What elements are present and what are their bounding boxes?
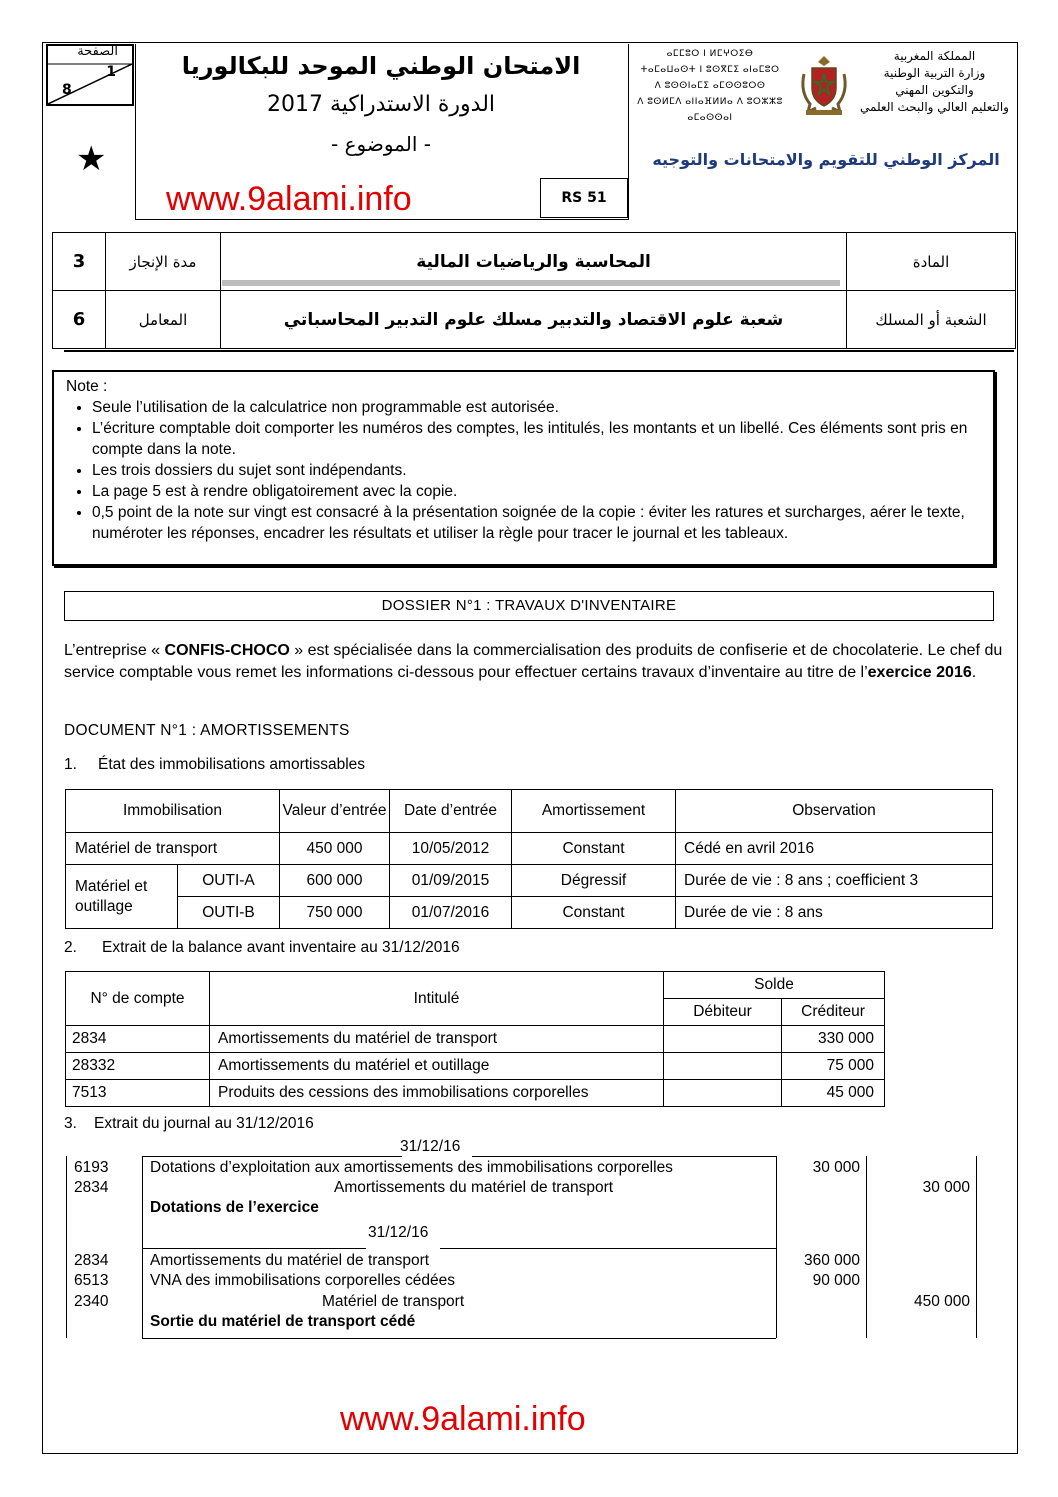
account-number: 7513 <box>66 1080 210 1107</box>
note-item: • 0,5 point de la note sur vingt est consacré à la présentation soignée de la copie : éviter les ratures et surcharges, aérer le texte, numéroter les réponses, encadrer les résultats et utiliser la règle pour tracer le journal et les tableaux. <box>92 502 981 544</box>
col-header: Date d’entrée <box>390 790 512 833</box>
section-1-heading <box>64 756 365 774</box>
journal-debit: 90 000 <box>812 1272 860 1289</box>
journal-account: 2834 <box>74 1252 109 1269</box>
page-total: 8 <box>62 82 72 98</box>
account-label: Amortissements du matériel de transport <box>210 1026 664 1053</box>
journal-debit: 30 000 <box>812 1159 860 1176</box>
credit-amount: 75 000 <box>782 1053 885 1080</box>
exam-center-name: المركز الوطني للتقويم والامتحانات والتوجيه <box>652 150 1000 169</box>
tifinagh-line: ⴷ ⵓⵙⵍⵎⴷ ⴰⵏⵏⴰⴼⵍⵍⴰ ⴷ ⵓⵔⵣⵣⵓ ⴰⵎⴰⵙⵙⴰⵏ <box>637 97 783 123</box>
journal-account: 2834 <box>74 1179 109 1196</box>
section-title: État des immobilisations amortissables <box>98 756 366 773</box>
table-row <box>66 833 993 865</box>
subject-divider <box>222 280 840 286</box>
asset-date: 01/07/2016 <box>390 897 512 929</box>
note-item: • Seule l’utilisation de la calculatrice non programmable est autorisée. <box>92 397 981 418</box>
col-header: Valeur d’entrée <box>280 790 390 833</box>
ministry-line: والتعليم العالي والبحث العلمي <box>860 100 1009 114</box>
immobilisations-table <box>65 789 993 929</box>
journal-label: VNA des immobilisations corporelles cédées <box>150 1272 455 1289</box>
section-number: 1. <box>64 756 77 773</box>
account-label: Produits des cessions des immobilisations corporelles <box>210 1080 664 1107</box>
ministry-tifinagh <box>630 46 790 126</box>
asset-value: 750 000 <box>280 897 390 929</box>
col-header: Créditeur <box>782 999 885 1026</box>
note-item: • La page 5 est à rendre obligatoirement avec la copie. <box>92 481 981 502</box>
journal-rule <box>142 1156 143 1338</box>
table-row <box>66 1026 885 1053</box>
asset-method: Constant <box>512 833 676 865</box>
journal-date-rule <box>142 1248 366 1249</box>
duration-label: مدة الإنجاز <box>106 233 221 291</box>
col-header: N° de compte <box>66 972 210 1026</box>
table-row <box>66 865 993 897</box>
journal-label: Dotations d’exploitation aux amortissements des immobilisations corporelles <box>150 1159 673 1176</box>
journal-account: 6513 <box>74 1272 109 1289</box>
debit-amount <box>664 1053 782 1080</box>
journal-credit: 30 000 <box>922 1179 970 1196</box>
journal-rule <box>776 1156 777 1338</box>
table-row <box>66 1080 885 1107</box>
journal-account: 2340 <box>74 1293 109 1310</box>
col-header: Solde <box>664 972 885 999</box>
section-title: Extrait du journal au 31/12/2016 <box>94 1115 314 1132</box>
col-header: Immobilisation <box>66 790 280 833</box>
journal-label: Matériel de transport <box>322 1293 465 1310</box>
section-2-heading <box>64 939 460 957</box>
journal-rule <box>976 1156 977 1338</box>
note-title: Note : <box>66 378 108 395</box>
asset-group: Matériel et outillage <box>66 865 178 929</box>
journal-date-rule <box>142 1156 402 1157</box>
section-title: Extrait de la balance avant inventaire au 31/12/2016 <box>102 939 460 956</box>
tifinagh-line: ⴰⵎⵎⵓⵔ ⵏ ⵍⵎⵖⵔⵉⴱ <box>666 49 754 59</box>
asset-date: 10/05/2012 <box>390 833 512 865</box>
intro-text: L’entreprise « <box>64 642 165 659</box>
exam-code: RS 51 <box>540 178 628 218</box>
subject-name: المحاسبة والرياضيات المالية <box>221 233 847 291</box>
asset-sub-name: OUTI-A <box>178 865 280 897</box>
asset-value: 600 000 <box>280 865 390 897</box>
journal-close-rule <box>142 1338 776 1339</box>
asset-method: Dégressif <box>512 865 676 897</box>
exam-session: الدورة الاستدراكية 2017 <box>266 92 496 117</box>
asset-name: Matériel de transport <box>66 833 280 865</box>
account-number: 28332 <box>66 1053 210 1080</box>
subject-table <box>52 232 1016 349</box>
account-label: Amortissements du matériel et outillage <box>210 1053 664 1080</box>
ministry-arabic <box>852 48 1017 116</box>
coefficient-label: المعامل <box>106 291 221 349</box>
journal-label: Amortissements du matériel de transport <box>150 1252 430 1269</box>
journal-account: 6193 <box>74 1159 109 1176</box>
company-name: CONFIS-CHOCO <box>164 642 290 659</box>
journal-label: Amortissements du matériel de transport <box>334 1179 614 1196</box>
page-number: 1 <box>106 64 116 80</box>
tifinagh-line: ⵜⴰⵎⴰⵡⴰⵙⵜ ⵏ ⵓⵙⴳⵎⵉ ⴰⵏⴰⵎⵓⵔ <box>640 65 780 75</box>
page-number-box <box>46 44 134 106</box>
journal-rule <box>66 1156 67 1338</box>
balance-table <box>65 971 885 1107</box>
col-header: Intitulé <box>210 972 664 1026</box>
col-header: Amortissement <box>512 790 676 833</box>
journal-date-rule <box>472 1156 776 1157</box>
document-title: DOCUMENT N°1 : AMORTISSEMENTS <box>64 722 350 739</box>
journal-libelle: Dotations de l’exercice <box>150 1199 319 1216</box>
ministry-line: المملكة المغربية <box>893 49 976 63</box>
branch-name: شعبة علوم الاقتصاد والتدبير مسلك علوم التدبير المحاسباتي <box>221 291 847 349</box>
section-number: 2. <box>64 939 77 956</box>
intro-text: . <box>971 664 977 681</box>
ministry-line: وزارة التربية الوطنية <box>883 66 986 80</box>
intro-paragraph <box>64 640 1004 684</box>
coat-of-arms-icon <box>796 52 852 116</box>
journal-date: 31/12/16 <box>368 1224 429 1241</box>
journal-date: 31/12/16 <box>400 1138 461 1155</box>
page-label: الصفحة <box>77 44 118 59</box>
asset-observation: Cédé en avril 2016 <box>676 833 993 865</box>
note-item: • Les trois dossiers du sujet sont indépendants. <box>92 460 981 481</box>
coefficient-value: 6 <box>53 291 106 349</box>
journal-libelle: Sortie du matériel de transport cédé <box>150 1313 416 1330</box>
asset-observation: Durée de vie : 8 ans <box>676 897 993 929</box>
branch-label: الشعبة أو المسلك <box>847 291 1016 349</box>
note-item: • L’écriture comptable doit comporter les numéros des comptes, les intitulés, les montants et un libellé. Ces éléments sont pris en compte dans la note. <box>92 418 981 460</box>
credit-amount: 330 000 <box>782 1026 885 1053</box>
subject-label: المادة <box>847 233 1016 291</box>
exam-title: الامتحان الوطني الموحد للبكالوريا <box>181 52 581 80</box>
section-number: 3. <box>64 1115 77 1132</box>
debit-amount <box>664 1080 782 1107</box>
header-rule <box>64 350 1014 352</box>
duration-value: 3 <box>53 233 106 291</box>
journal-rule <box>866 1156 867 1338</box>
watermark-url-top[interactable]: www.9alami.info <box>166 180 412 218</box>
tifinagh-line: ⴷ ⵓⵙⵙⵏⴰⵎⵉ ⴰⵎⵙⵙⵓⵔⵙ <box>654 81 766 91</box>
note-list <box>66 397 981 544</box>
watermark-url-bottom[interactable]: www.9alami.info <box>340 1400 586 1438</box>
intro-text: » est spécialisée dans la commercialisation des produits de confiserie et de chocolaterie. Le chef du service comptable vous remet les informations ci-dessous pour effectuer certains travaux d’inventaire au titre de l’ <box>64 642 1003 681</box>
journal-debit: 360 000 <box>803 1252 860 1269</box>
journal-date-rule <box>440 1248 776 1249</box>
dossier-title: DOSSIER N°1 : TRAVAUX D'INVENTAIRE <box>64 591 994 621</box>
star-icon: ★ <box>76 139 107 179</box>
asset-observation: Durée de vie : 8 ans ; coefficient 3 <box>676 865 993 897</box>
exam-subject-label: - الموضوع - <box>331 132 431 156</box>
note-box <box>52 370 995 566</box>
asset-method: Constant <box>512 897 676 929</box>
asset-date: 01/09/2015 <box>390 865 512 897</box>
journal-credit: 450 000 <box>913 1293 970 1310</box>
credit-amount: 45 000 <box>782 1080 885 1107</box>
asset-value: 450 000 <box>280 833 390 865</box>
section-3-heading <box>64 1115 314 1133</box>
debit-amount <box>664 1026 782 1053</box>
col-header: Débiteur <box>664 999 782 1026</box>
exercise-year: exercice 2016 <box>867 664 972 681</box>
col-header: Observation <box>676 790 993 833</box>
table-row <box>66 1053 885 1080</box>
asset-sub-name: OUTI-B <box>178 897 280 929</box>
table-row <box>66 897 993 929</box>
ministry-line: والتكوين المهني <box>895 83 974 97</box>
account-number: 2834 <box>66 1026 210 1053</box>
